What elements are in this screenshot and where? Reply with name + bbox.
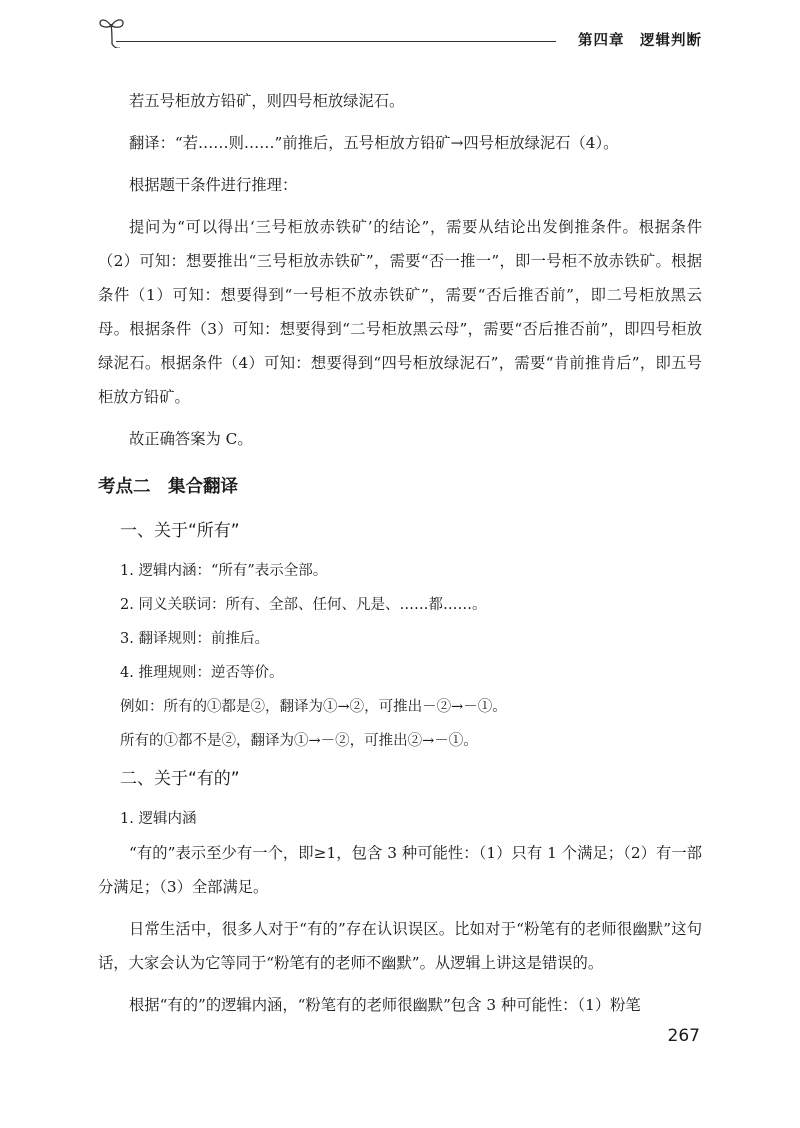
paragraph-answer: 故正确答案为 C。 bbox=[129, 430, 253, 448]
paragraph-reasoning: 提问为“可以得出‘三号柜放赤铁矿’的结论”，需要从结论出发倒推条件。根据条件（2）可知：想要推出“三号柜放赤铁矿”，需要“否一推一”，即一号柜不放赤铁矿。根据条件（1）可知：想要得到“一号柜不放赤铁矿”，需要“否后推否前”，即二号柜放黑云母。根据条件（3）可知：想要得到“二号柜放黑云母”，需要“否后推否前”，即四号柜放绿泥石。根据条件（4）可知：想要得到“四号柜放绿泥石”，需要“肯前推肯后”，即五号柜放方铅矿。 bbox=[98, 218, 702, 406]
header-rule bbox=[116, 41, 556, 42]
section-title: 考点二 集合翻译 bbox=[98, 477, 238, 497]
paragraph-translation-4: 翻译：“若……则……”前推后，五号柜放方铅矿→四号柜放绿泥石（4）。 bbox=[129, 134, 619, 152]
list-item: 4. 推理规则：逆否等价。 bbox=[120, 665, 284, 681]
example-line-2: 所有的①都不是②，翻译为①→－②，可推出②→－①。 bbox=[120, 733, 478, 749]
page-header bbox=[98, 14, 702, 50]
paragraph-reasoning-intro: 根据题干条件进行推理： bbox=[129, 176, 298, 194]
list-item: 1. 逻辑内涵 bbox=[120, 811, 197, 827]
page-number: 267 bbox=[667, 1026, 700, 1046]
sprout-icon bbox=[98, 14, 126, 48]
subsection-title-all: 一、关于“所有” bbox=[120, 521, 240, 541]
list-item: 1. 逻辑内涵：“所有”表示全部。 bbox=[120, 563, 328, 579]
example-line-1: 例如：所有的①都是②，翻译为①→②，可推出－②→－①。 bbox=[120, 699, 507, 715]
page-content bbox=[98, 84, 702, 1022]
subsection-title-some: 二、关于“有的” bbox=[120, 769, 240, 789]
paragraph-possibilities: 根据“有的”的逻辑内涵，“粉笔有的老师很幽默”包含 3 种可能性：（1）粉笔 bbox=[129, 996, 641, 1014]
paragraph-condition-4: 若五号柜放方铅矿，则四号柜放绿泥石。 bbox=[129, 92, 405, 110]
paragraph-some-meaning: “有的”表示至少有一个，即≥1，包含 3 种可能性：（1）只有 1 个满足；（2）有一部分满足；（3）全部满足。 bbox=[98, 844, 702, 896]
list-item: 3. 翻译规则：前推后。 bbox=[120, 631, 269, 647]
chapter-title: 第四章 逻辑判断 bbox=[578, 33, 702, 49]
paragraph-misconception: 日常生活中，很多人对于“有的”存在认识误区。比如对于“粉笔有的老师很幽默”这句话，大家会认为它等同于“粉笔有的老师不幽默”。从逻辑上讲这是错误的。 bbox=[98, 920, 702, 972]
list-item: 2. 同义关联词：所有、全部、任何、凡是、……都……。 bbox=[120, 597, 487, 613]
